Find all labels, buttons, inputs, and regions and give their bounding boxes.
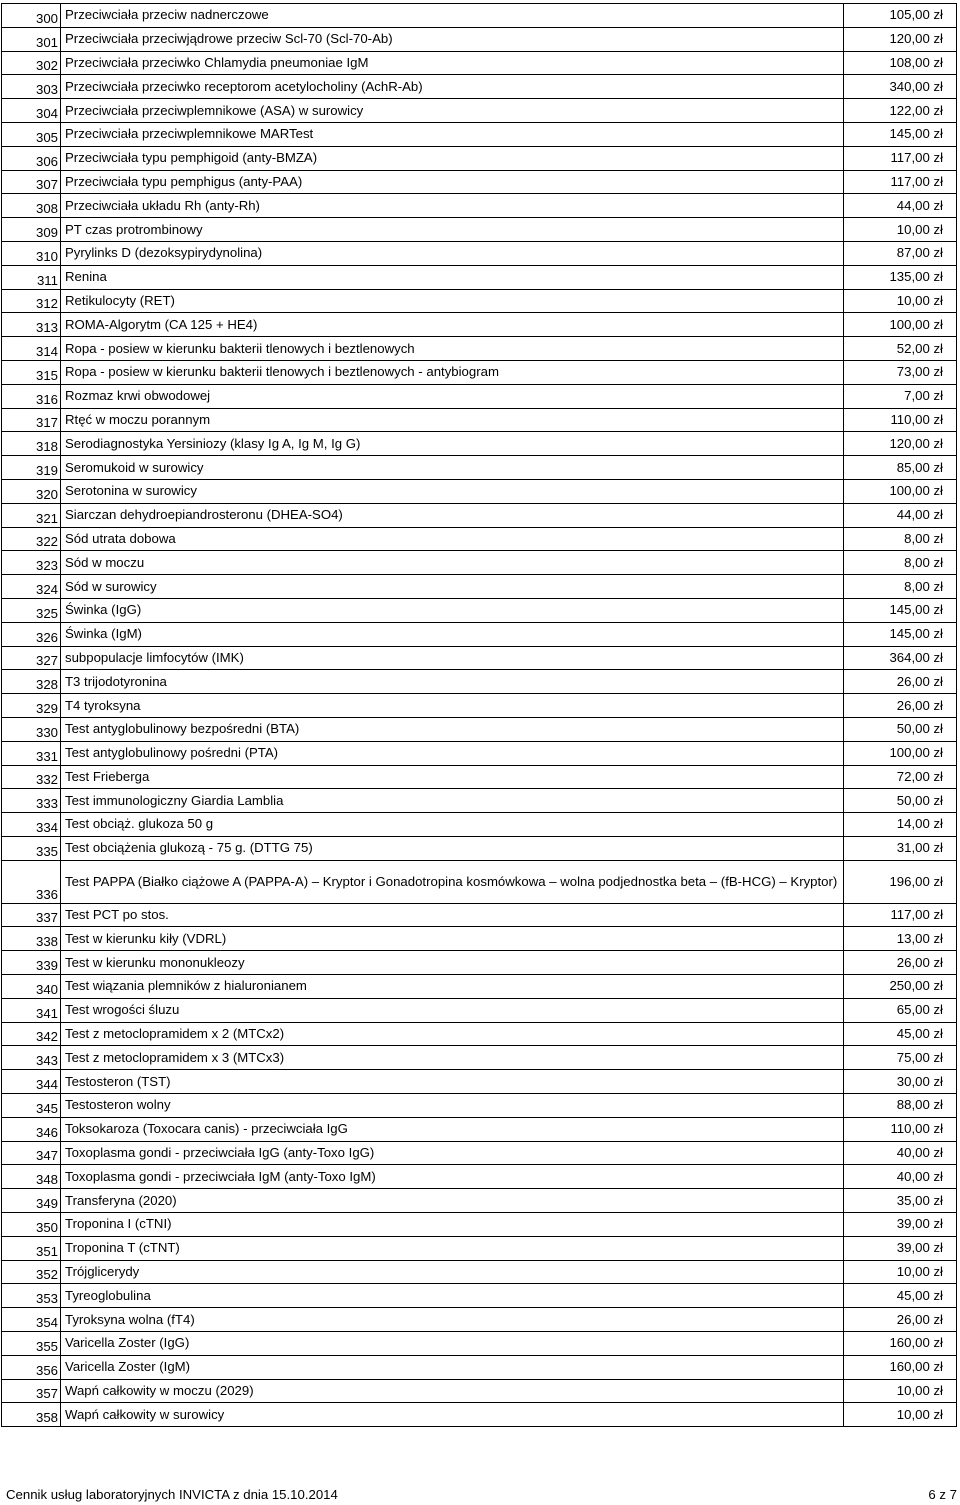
table-row xyxy=(2,1284,957,1308)
test-price: 13,00 zł xyxy=(844,927,957,951)
test-name: Przeciwciała przeciw nadnerczowe xyxy=(61,4,844,28)
row-number: 351 xyxy=(2,1236,61,1260)
test-name: Transferyna (2020) xyxy=(61,1189,844,1213)
test-price: 160,00 zł xyxy=(844,1332,957,1356)
test-name: Test immunologiczny Giardia Lamblia xyxy=(61,789,844,813)
table-row xyxy=(2,813,957,837)
row-number: 347 xyxy=(2,1141,61,1165)
test-name: Przeciwciała typu pemphigoid (anty-BMZA) xyxy=(61,146,844,170)
row-number: 353 xyxy=(2,1284,61,1308)
test-price: 39,00 zł xyxy=(844,1236,957,1260)
test-name: Serodiagnostyka Yersiniozy (klasy Ig A, Ig M, Ig G) xyxy=(61,432,844,456)
row-number: 314 xyxy=(2,337,61,361)
test-price: 39,00 zł xyxy=(844,1213,957,1237)
row-number: 306 xyxy=(2,146,61,170)
row-number: 308 xyxy=(2,194,61,218)
table-row xyxy=(2,741,957,765)
table-row xyxy=(2,1213,957,1237)
row-number: 336 xyxy=(2,860,61,903)
table-row xyxy=(2,218,957,242)
row-number: 303 xyxy=(2,75,61,99)
test-price: 8,00 zł xyxy=(844,551,957,575)
row-number: 355 xyxy=(2,1332,61,1356)
test-name: Test wrogości śluzu xyxy=(61,998,844,1022)
row-number: 358 xyxy=(2,1403,61,1427)
row-number: 324 xyxy=(2,575,61,599)
test-name: Toksokaroza (Toxocara canis) - przeciwciała IgG xyxy=(61,1117,844,1141)
test-price: 26,00 zł xyxy=(844,670,957,694)
test-name: Sód utrata dobowa xyxy=(61,527,844,551)
test-price: 117,00 zł xyxy=(844,170,957,194)
test-name: Troponina T (cTNT) xyxy=(61,1236,844,1260)
test-price: 196,00 zł xyxy=(844,860,957,903)
test-price: 73,00 zł xyxy=(844,360,957,384)
test-price: 110,00 zł xyxy=(844,1117,957,1141)
row-number: 334 xyxy=(2,813,61,837)
table-row xyxy=(2,75,957,99)
row-number: 302 xyxy=(2,51,61,75)
table-row xyxy=(2,1070,957,1094)
test-name: Test wiązania plemników z hialuronianem xyxy=(61,975,844,999)
test-name: Testosteron wolny xyxy=(61,1094,844,1118)
test-price: 35,00 zł xyxy=(844,1189,957,1213)
test-name: Retikulocyty (RET) xyxy=(61,289,844,313)
table-row xyxy=(2,1141,957,1165)
table-row xyxy=(2,99,957,123)
test-price: 100,00 zł xyxy=(844,479,957,503)
test-name: T3 trijodotyronina xyxy=(61,670,844,694)
test-price: 122,00 zł xyxy=(844,99,957,123)
test-name: Test Frieberga xyxy=(61,765,844,789)
test-price: 40,00 zł xyxy=(844,1165,957,1189)
test-price: 44,00 zł xyxy=(844,503,957,527)
test-name: Toxoplasma gondi - przeciwciała IgG (anty-Toxo IgG) xyxy=(61,1141,844,1165)
test-price: 145,00 zł xyxy=(844,598,957,622)
test-price: 65,00 zł xyxy=(844,998,957,1022)
test-name: ROMA-Algorytm (CA 125 + HE4) xyxy=(61,313,844,337)
row-number: 323 xyxy=(2,551,61,575)
table-row xyxy=(2,860,957,903)
row-number: 341 xyxy=(2,998,61,1022)
row-number: 301 xyxy=(2,27,61,51)
test-name: Seromukoid w surowicy xyxy=(61,456,844,480)
test-price: 10,00 zł xyxy=(844,1379,957,1403)
row-number: 329 xyxy=(2,694,61,718)
row-number: 304 xyxy=(2,99,61,123)
test-price: 120,00 zł xyxy=(844,432,957,456)
test-name: PT czas protrombinowy xyxy=(61,218,844,242)
row-number: 305 xyxy=(2,122,61,146)
row-number: 331 xyxy=(2,741,61,765)
test-name: subpopulacje limfocytów (IMK) xyxy=(61,646,844,670)
row-number: 321 xyxy=(2,503,61,527)
table-row xyxy=(2,575,957,599)
test-name: Przeciwciała przeciwplemnikowe (ASA) w surowicy xyxy=(61,99,844,123)
table-row xyxy=(2,241,957,265)
table-row xyxy=(2,1189,957,1213)
test-price: 31,00 zł xyxy=(844,836,957,860)
table-row xyxy=(2,670,957,694)
test-name: Test antyglobulinowy bezpośredni (BTA) xyxy=(61,717,844,741)
price-list-table xyxy=(1,3,957,1427)
test-price: 75,00 zł xyxy=(844,1046,957,1070)
row-number: 310 xyxy=(2,241,61,265)
test-name: Przeciwciała przeciwko Chlamydia pneumoniae IgM xyxy=(61,51,844,75)
test-price: 8,00 zł xyxy=(844,527,957,551)
table-row xyxy=(2,998,957,1022)
test-price: 52,00 zł xyxy=(844,337,957,361)
test-price: 117,00 zł xyxy=(844,146,957,170)
table-row xyxy=(2,360,957,384)
test-price: 100,00 zł xyxy=(844,313,957,337)
test-price: 110,00 zł xyxy=(844,408,957,432)
test-price: 145,00 zł xyxy=(844,122,957,146)
test-price: 10,00 zł xyxy=(844,1403,957,1427)
test-price: 7,00 zł xyxy=(844,384,957,408)
table-row xyxy=(2,432,957,456)
test-name: Ropa - posiew w kierunku bakterii tlenowych i beztlenowych xyxy=(61,337,844,361)
row-number: 352 xyxy=(2,1260,61,1284)
test-name: Wapń całkowity w moczu (2029) xyxy=(61,1379,844,1403)
test-name: Renina xyxy=(61,265,844,289)
table-row xyxy=(2,1403,957,1427)
table-row xyxy=(2,313,957,337)
test-name: Siarczan dehydroepiandrosteronu (DHEA-SO4) xyxy=(61,503,844,527)
test-price: 105,00 zł xyxy=(844,4,957,28)
row-number: 300 xyxy=(2,4,61,28)
test-price: 40,00 zł xyxy=(844,1141,957,1165)
row-number: 330 xyxy=(2,717,61,741)
table-row xyxy=(2,1379,957,1403)
table-row xyxy=(2,1022,957,1046)
test-price: 108,00 zł xyxy=(844,51,957,75)
table-row xyxy=(2,622,957,646)
row-number: 343 xyxy=(2,1046,61,1070)
row-number: 326 xyxy=(2,622,61,646)
test-price: 160,00 zł xyxy=(844,1355,957,1379)
table-row xyxy=(2,1094,957,1118)
table-row xyxy=(2,789,957,813)
test-price: 26,00 zł xyxy=(844,1308,957,1332)
test-price: 10,00 zł xyxy=(844,289,957,313)
test-price: 14,00 zł xyxy=(844,813,957,837)
test-name: Serotonina w surowicy xyxy=(61,479,844,503)
test-name: Sód w moczu xyxy=(61,551,844,575)
test-name: Tyreoglobulina xyxy=(61,1284,844,1308)
test-name: Przeciwciała przeciwko receptorom acetylocholiny (AchR-Ab) xyxy=(61,75,844,99)
table-row xyxy=(2,527,957,551)
row-number: 317 xyxy=(2,408,61,432)
row-number: 316 xyxy=(2,384,61,408)
test-name: Toxoplasma gondi - przeciwciała IgM (anty-Toxo IgM) xyxy=(61,1165,844,1189)
row-number: 312 xyxy=(2,289,61,313)
table-row xyxy=(2,4,957,28)
page-number: 6 z 7 xyxy=(928,1487,957,1502)
test-price: 50,00 zł xyxy=(844,789,957,813)
test-price: 364,00 zł xyxy=(844,646,957,670)
test-name: Test w kierunku mononukleozy xyxy=(61,951,844,975)
test-name: Rtęć w moczu porannym xyxy=(61,408,844,432)
test-price: 45,00 zł xyxy=(844,1284,957,1308)
test-name: Świnka (IgM) xyxy=(61,622,844,646)
page-footer xyxy=(6,1487,957,1505)
test-price: 10,00 zł xyxy=(844,218,957,242)
test-name: Test antyglobulinowy pośredni (PTA) xyxy=(61,741,844,765)
test-name: Przeciwciała układu Rh (anty-Rh) xyxy=(61,194,844,218)
table-row xyxy=(2,765,957,789)
table-row xyxy=(2,146,957,170)
row-number: 354 xyxy=(2,1308,61,1332)
row-number: 350 xyxy=(2,1213,61,1237)
test-name: Przeciwciała przeciwjądrowe przeciw Scl-70 (Scl-70-Ab) xyxy=(61,27,844,51)
test-price: 26,00 zł xyxy=(844,694,957,718)
row-number: 319 xyxy=(2,456,61,480)
table-row xyxy=(2,265,957,289)
test-name: Test PCT po stos. xyxy=(61,903,844,927)
table-row xyxy=(2,836,957,860)
test-price: 88,00 zł xyxy=(844,1094,957,1118)
table-row xyxy=(2,503,957,527)
row-number: 342 xyxy=(2,1022,61,1046)
test-name: Test PAPPA (Białko ciążowe A (PAPPA-A) – Kryptor i Gonadotropina kosmówkowa – wolna podjednostka beta – (fB-HCG) – Kryptor) xyxy=(61,860,844,903)
test-price: 120,00 zł xyxy=(844,27,957,51)
table-row xyxy=(2,903,957,927)
table-row xyxy=(2,1236,957,1260)
price-list-body xyxy=(2,4,957,1427)
table-row xyxy=(2,1308,957,1332)
test-name: Test obciąż. glukoza 50 g xyxy=(61,813,844,837)
row-number: 327 xyxy=(2,646,61,670)
test-name: Testosteron (TST) xyxy=(61,1070,844,1094)
table-row xyxy=(2,170,957,194)
table-row xyxy=(2,479,957,503)
table-row xyxy=(2,598,957,622)
row-number: 344 xyxy=(2,1070,61,1094)
footer-title: Cennik usług laboratoryjnych INVICTA z dnia 15.10.2014 xyxy=(6,1487,338,1502)
test-price: 250,00 zł xyxy=(844,975,957,999)
test-price: 30,00 zł xyxy=(844,1070,957,1094)
test-name: Trójglicerydy xyxy=(61,1260,844,1284)
test-name: Świnka (IgG) xyxy=(61,598,844,622)
table-row xyxy=(2,337,957,361)
test-name: Varicella Zoster (IgG) xyxy=(61,1332,844,1356)
row-number: 307 xyxy=(2,170,61,194)
row-number: 348 xyxy=(2,1165,61,1189)
row-number: 311 xyxy=(2,265,61,289)
table-row xyxy=(2,27,957,51)
table-row xyxy=(2,51,957,75)
test-price: 10,00 zł xyxy=(844,1260,957,1284)
table-row xyxy=(2,646,957,670)
test-price: 45,00 zł xyxy=(844,1022,957,1046)
table-row xyxy=(2,384,957,408)
test-name: Test z metoclopramidem x 2 (MTCx2) xyxy=(61,1022,844,1046)
table-row xyxy=(2,551,957,575)
row-number: 338 xyxy=(2,927,61,951)
row-number: 357 xyxy=(2,1379,61,1403)
row-number: 337 xyxy=(2,903,61,927)
test-name: Troponina I (cTNI) xyxy=(61,1213,844,1237)
test-price: 87,00 zł xyxy=(844,241,957,265)
table-row xyxy=(2,975,957,999)
test-name: Przeciwciała przeciwplemnikowe MARTest xyxy=(61,122,844,146)
row-number: 332 xyxy=(2,765,61,789)
test-name: Pyrylinks D (dezoksypirydynolina) xyxy=(61,241,844,265)
row-number: 322 xyxy=(2,527,61,551)
table-row xyxy=(2,717,957,741)
row-number: 345 xyxy=(2,1094,61,1118)
row-number: 320 xyxy=(2,479,61,503)
row-number: 346 xyxy=(2,1117,61,1141)
test-price: 100,00 zł xyxy=(844,741,957,765)
table-row xyxy=(2,927,957,951)
test-price: 50,00 zł xyxy=(844,717,957,741)
row-number: 335 xyxy=(2,836,61,860)
test-name: Przeciwciała typu pemphigus (anty-PAA) xyxy=(61,170,844,194)
row-number: 313 xyxy=(2,313,61,337)
test-name: Test z metoclopramidem x 3 (MTCx3) xyxy=(61,1046,844,1070)
test-name: T4 tyroksyna xyxy=(61,694,844,718)
test-name: Tyroksyna wolna (fT4) xyxy=(61,1308,844,1332)
row-number: 325 xyxy=(2,598,61,622)
row-number: 356 xyxy=(2,1355,61,1379)
table-row xyxy=(2,1165,957,1189)
table-row xyxy=(2,408,957,432)
row-number: 333 xyxy=(2,789,61,813)
test-name: Rozmaz krwi obwodowej xyxy=(61,384,844,408)
row-number: 315 xyxy=(2,360,61,384)
table-row xyxy=(2,951,957,975)
test-price: 44,00 zł xyxy=(844,194,957,218)
test-price: 72,00 zł xyxy=(844,765,957,789)
row-number: 339 xyxy=(2,951,61,975)
test-name: Wapń całkowity w surowicy xyxy=(61,1403,844,1427)
table-row xyxy=(2,1332,957,1356)
test-price: 8,00 zł xyxy=(844,575,957,599)
row-number: 340 xyxy=(2,975,61,999)
table-row xyxy=(2,1046,957,1070)
table-row xyxy=(2,1117,957,1141)
test-name: Sód w surowicy xyxy=(61,575,844,599)
test-name: Test obciążenia glukozą - 75 g. (DTTG 75) xyxy=(61,836,844,860)
table-row xyxy=(2,122,957,146)
table-row xyxy=(2,1260,957,1284)
table-row xyxy=(2,456,957,480)
test-price: 26,00 zł xyxy=(844,951,957,975)
test-name: Varicella Zoster (IgM) xyxy=(61,1355,844,1379)
test-price: 340,00 zł xyxy=(844,75,957,99)
test-price: 85,00 zł xyxy=(844,456,957,480)
row-number: 318 xyxy=(2,432,61,456)
table-row xyxy=(2,289,957,313)
table-row xyxy=(2,1355,957,1379)
test-name: Test w kierunku kiły (VDRL) xyxy=(61,927,844,951)
table-row xyxy=(2,694,957,718)
row-number: 349 xyxy=(2,1189,61,1213)
test-price: 117,00 zł xyxy=(844,903,957,927)
row-number: 309 xyxy=(2,218,61,242)
row-number: 328 xyxy=(2,670,61,694)
test-price: 135,00 zł xyxy=(844,265,957,289)
test-name: Ropa - posiew w kierunku bakterii tlenowych i beztlenowych - antybiogram xyxy=(61,360,844,384)
test-price: 145,00 zł xyxy=(844,622,957,646)
table-row xyxy=(2,194,957,218)
